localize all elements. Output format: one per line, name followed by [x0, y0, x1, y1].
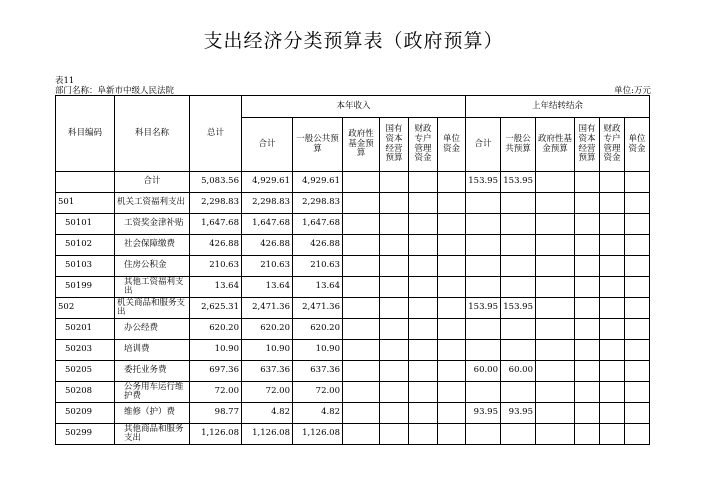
cell-cy-unit [438, 235, 466, 256]
cell-co-special [600, 424, 625, 445]
cell-cy-state [380, 214, 409, 235]
cell-co-unit [625, 277, 650, 298]
table-row [56, 319, 650, 340]
cell-cy-fund [343, 340, 380, 361]
cell-name: 社会保障缴费 [115, 235, 190, 256]
cell-cy-state [380, 172, 409, 193]
cell-name: 其他商品和服务支出 [115, 424, 190, 445]
header-cy-sum: 合计 [242, 118, 293, 172]
cell-total: 5,083.56 [190, 172, 242, 193]
cell-cy-general: 72.00 [293, 382, 343, 403]
cell-cy-unit [438, 277, 466, 298]
header-current-year: 本年收入 [242, 96, 466, 118]
cell-code: 50208 [56, 382, 115, 403]
cell-cy-state [380, 319, 409, 340]
cell-cy-sum: 72.00 [242, 382, 293, 403]
cell-code: 50201 [56, 319, 115, 340]
cell-cy-special [409, 382, 438, 403]
cell-total: 13.64 [190, 277, 242, 298]
cell-total: 697.36 [190, 361, 242, 382]
cell-co-unit [625, 403, 650, 424]
cell-cy-unit [438, 424, 466, 445]
cell-cy-special [409, 340, 438, 361]
header-co-general: 一般公共预算 [501, 118, 536, 172]
cell-total: 620.20 [190, 319, 242, 340]
cell-co-sum [466, 340, 501, 361]
cell-cy-special [409, 403, 438, 424]
cell-total: 98.77 [190, 403, 242, 424]
cell-cy-sum: 4.82 [242, 403, 293, 424]
cell-co-unit [625, 340, 650, 361]
cell-cy-fund [343, 403, 380, 424]
cell-co-general [501, 277, 536, 298]
cell-cy-general: 426.88 [293, 235, 343, 256]
cell-co-special [600, 340, 625, 361]
cell-cy-special [409, 235, 438, 256]
cell-cy-sum: 13.64 [242, 277, 293, 298]
cell-co-sum: 60.00 [466, 361, 501, 382]
cell-cy-unit [438, 403, 466, 424]
table-row [56, 403, 650, 424]
header-cy-special: 财政专户管理资金 [409, 118, 438, 172]
cell-co-unit [625, 298, 650, 319]
cell-co-fund [536, 235, 575, 256]
cell-cy-general: 2,298.83 [293, 193, 343, 214]
cell-co-fund [536, 298, 575, 319]
cell-co-unit [625, 172, 650, 193]
cell-cy-fund [343, 361, 380, 382]
cell-cy-sum: 210.63 [242, 256, 293, 277]
cell-name: 办公经费 [115, 319, 190, 340]
cell-cy-sum: 1,647.68 [242, 214, 293, 235]
table-row [56, 277, 650, 298]
cell-cy-sum: 1,126.08 [242, 424, 293, 445]
header-cy-fund: 政府性基金预算 [343, 118, 380, 172]
cell-cy-sum: 620.20 [242, 319, 293, 340]
table-number: 表11 [55, 76, 75, 86]
cell-cy-special [409, 193, 438, 214]
cell-co-fund [536, 256, 575, 277]
cell-cy-unit [438, 340, 466, 361]
cell-co-fund [536, 382, 575, 403]
cell-cy-special [409, 424, 438, 445]
cell-cy-general: 210.63 [293, 256, 343, 277]
cell-co-fund [536, 193, 575, 214]
cell-code: 502 [56, 298, 115, 319]
table-row [56, 340, 650, 361]
cell-co-special [600, 298, 625, 319]
cell-total: 2,625.31 [190, 298, 242, 319]
cell-cy-fund [343, 298, 380, 319]
cell-co-general [501, 340, 536, 361]
cell-co-sum [466, 382, 501, 403]
department-name: 部门名称：阜新市中级人民法院 [55, 86, 175, 96]
cell-co-sum [466, 235, 501, 256]
cell-code: 50102 [56, 235, 115, 256]
cell-cy-sum: 2,471.36 [242, 298, 293, 319]
header-co-fund: 政府性基金预算 [536, 118, 575, 172]
cell-cy-special [409, 298, 438, 319]
cell-cy-special [409, 256, 438, 277]
header-cy-state: 国有资本经营预算 [380, 118, 409, 172]
cell-cy-general: 1,126.08 [293, 424, 343, 445]
cell-name: 机关工资福利支出 [115, 193, 190, 214]
cell-co-fund [536, 361, 575, 382]
cell-cy-sum: 10.90 [242, 340, 293, 361]
table-row [56, 235, 650, 256]
unit-label: 单位:万元 [614, 86, 651, 96]
cell-cy-fund [343, 172, 380, 193]
cell-co-state [575, 193, 600, 214]
cell-cy-state [380, 256, 409, 277]
cell-cy-unit [438, 214, 466, 235]
cell-name: 住房公积金 [115, 256, 190, 277]
cell-cy-sum: 426.88 [242, 235, 293, 256]
cell-code: 50299 [56, 424, 115, 445]
cell-co-state [575, 298, 600, 319]
cell-co-general [501, 193, 536, 214]
cell-cy-state [380, 361, 409, 382]
cell-co-fund [536, 277, 575, 298]
cell-co-sum: 93.95 [466, 403, 501, 424]
cell-co-unit [625, 382, 650, 403]
cell-cy-unit [438, 319, 466, 340]
cell-co-sum [466, 214, 501, 235]
cell-co-special [600, 277, 625, 298]
cell-co-sum [466, 256, 501, 277]
cell-cy-special [409, 172, 438, 193]
cell-cy-state [380, 403, 409, 424]
cell-co-general: 93.95 [501, 403, 536, 424]
page-title: 支出经济分类预算表（政府预算） [203, 30, 504, 52]
cell-code: 50103 [56, 256, 115, 277]
budget-table [55, 95, 650, 445]
header-co-state: 国有资本经营预算 [575, 118, 600, 172]
cell-co-general [501, 424, 536, 445]
cell-co-general [501, 382, 536, 403]
cell-co-state [575, 235, 600, 256]
header-name: 科目名称 [115, 96, 190, 172]
cell-name: 委托业务费 [115, 361, 190, 382]
cell-co-state [575, 382, 600, 403]
cell-co-special [600, 172, 625, 193]
cell-co-sum [466, 277, 501, 298]
cell-co-sum: 153.95 [466, 172, 501, 193]
cell-cy-unit [438, 193, 466, 214]
cell-co-unit [625, 193, 650, 214]
header-cy-unit: 单位资金 [438, 118, 466, 172]
cell-co-special [600, 193, 625, 214]
header-co-special: 财政专户管理资金 [600, 118, 625, 172]
cell-total: 10.90 [190, 340, 242, 361]
cell-co-state [575, 214, 600, 235]
table-row [56, 382, 650, 403]
cell-co-special [600, 403, 625, 424]
cell-cy-fund [343, 235, 380, 256]
cell-name: 维修（护）费 [115, 403, 190, 424]
cell-cy-fund [343, 382, 380, 403]
cell-cy-fund [343, 277, 380, 298]
cell-cy-general: 13.64 [293, 277, 343, 298]
cell-co-state [575, 340, 600, 361]
cell-co-unit [625, 319, 650, 340]
cell-cy-fund [343, 424, 380, 445]
cell-cy-unit [438, 298, 466, 319]
cell-co-general [501, 256, 536, 277]
cell-cy-sum: 4,929.61 [242, 172, 293, 193]
cell-co-general: 153.95 [501, 298, 536, 319]
cell-code [56, 172, 115, 193]
cell-cy-fund [343, 319, 380, 340]
cell-co-general: 60.00 [501, 361, 536, 382]
cell-co-general [501, 319, 536, 340]
cell-total: 426.88 [190, 235, 242, 256]
cell-co-special [600, 235, 625, 256]
cell-name: 培训费 [115, 340, 190, 361]
cell-total: 2,298.83 [190, 193, 242, 214]
cell-cy-special [409, 319, 438, 340]
cell-co-special [600, 256, 625, 277]
cell-co-sum [466, 319, 501, 340]
header-co-unit: 单位资金 [625, 118, 650, 172]
cell-co-state [575, 424, 600, 445]
cell-cy-general: 637.36 [293, 361, 343, 382]
cell-co-general: 153.95 [501, 172, 536, 193]
cell-co-special [600, 361, 625, 382]
cell-cy-unit [438, 256, 466, 277]
cell-co-state [575, 256, 600, 277]
cell-total: 72.00 [190, 382, 242, 403]
cell-co-fund [536, 403, 575, 424]
cell-cy-unit [438, 172, 466, 193]
table-row [56, 424, 650, 445]
cell-co-state [575, 319, 600, 340]
cell-code: 501 [56, 193, 115, 214]
cell-total: 210.63 [190, 256, 242, 277]
cell-cy-state [380, 193, 409, 214]
cell-cy-unit [438, 361, 466, 382]
cell-code: 50203 [56, 340, 115, 361]
table-row [56, 298, 650, 319]
cell-name: 其他工资福利支出 [115, 277, 190, 298]
cell-co-sum [466, 424, 501, 445]
cell-cy-state [380, 235, 409, 256]
cell-cy-state [380, 340, 409, 361]
cell-cy-general: 620.20 [293, 319, 343, 340]
cell-cy-special [409, 277, 438, 298]
cell-cy-special [409, 361, 438, 382]
cell-co-unit [625, 214, 650, 235]
cell-co-state [575, 172, 600, 193]
cell-cy-fund [343, 256, 380, 277]
cell-co-fund [536, 340, 575, 361]
cell-co-fund [536, 214, 575, 235]
cell-co-fund [536, 172, 575, 193]
table-row [56, 172, 650, 193]
cell-co-unit [625, 235, 650, 256]
cell-cy-fund [343, 193, 380, 214]
cell-code: 50205 [56, 361, 115, 382]
cell-co-state [575, 277, 600, 298]
cell-co-special [600, 319, 625, 340]
cell-co-unit [625, 361, 650, 382]
cell-co-state [575, 403, 600, 424]
cell-co-special [600, 382, 625, 403]
header-code: 科目编码 [56, 96, 115, 172]
cell-cy-general: 1,647.68 [293, 214, 343, 235]
table-row [56, 214, 650, 235]
cell-co-special [600, 214, 625, 235]
cell-co-sum [466, 193, 501, 214]
cell-name: 工资奖金津补贴 [115, 214, 190, 235]
cell-co-state [575, 361, 600, 382]
cell-total: 1,126.08 [190, 424, 242, 445]
cell-cy-general: 4,929.61 [293, 172, 343, 193]
cell-name: 机关商品和服务支出 [115, 298, 190, 319]
cell-co-unit [625, 256, 650, 277]
cell-cy-sum: 2,298.83 [242, 193, 293, 214]
cell-co-general [501, 235, 536, 256]
cell-cy-unit [438, 382, 466, 403]
cell-cy-sum: 637.36 [242, 361, 293, 382]
header-carryover: 上年结转结余 [466, 96, 650, 118]
cell-co-fund [536, 319, 575, 340]
cell-cy-state [380, 382, 409, 403]
cell-name: 合计 [115, 172, 190, 193]
header-cy-general: 一般公共预算 [293, 118, 343, 172]
cell-total: 1,647.68 [190, 214, 242, 235]
table-row [56, 193, 650, 214]
cell-co-sum: 153.95 [466, 298, 501, 319]
header-total: 总计 [190, 96, 242, 172]
cell-code: 50199 [56, 277, 115, 298]
cell-code: 50209 [56, 403, 115, 424]
cell-cy-state [380, 277, 409, 298]
cell-name: 公务用车运行维护费 [115, 382, 190, 403]
cell-cy-state [380, 298, 409, 319]
cell-cy-general: 4.82 [293, 403, 343, 424]
cell-co-unit [625, 424, 650, 445]
cell-code: 50101 [56, 214, 115, 235]
cell-co-fund [536, 424, 575, 445]
cell-cy-general: 10.90 [293, 340, 343, 361]
table-row [56, 361, 650, 382]
header-co-sum: 合计 [466, 118, 501, 172]
cell-cy-general: 2,471.36 [293, 298, 343, 319]
cell-cy-fund [343, 214, 380, 235]
cell-cy-state [380, 424, 409, 445]
cell-cy-special [409, 214, 438, 235]
cell-co-general [501, 214, 536, 235]
table-row [56, 256, 650, 277]
